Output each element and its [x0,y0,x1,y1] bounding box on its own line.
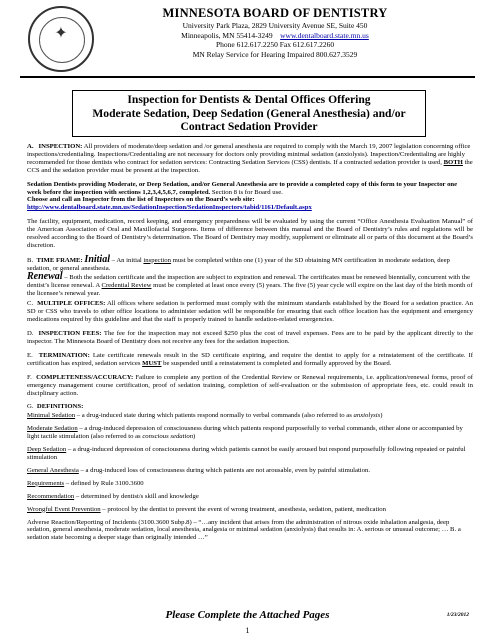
section-e [27,352,473,368]
section-e-label: E. [27,351,33,359]
definition-item [27,480,473,488]
section-b [27,253,473,298]
footer-heading: Please Complete the Attached Pages [165,609,330,621]
section-a-both: BOTH [443,158,463,166]
section-b-text-3: – Both the sedation certificate and the inspection are subject to expiration and renewal. The certificates must be renewed biennially, concurrent with the dentist’s license renewal. A [27,273,470,289]
definition-alias: anxiolysis [353,412,381,420]
revision-date: 1/23/2012 [446,612,469,618]
relay-line: MN Relay Service for Hearing Impaired 800.627.3529 [192,49,358,59]
section-e-text-2: be suspended until a reinstatement is completed and formally approved by the Board. [161,359,392,367]
definition-term: Requirements [27,479,65,487]
definition-text: – a drug-induced depression of consciousness during which patients cannot be easily aroused but respond purposefully following repeated or painful stimulation [27,446,466,461]
section-b-text-4: must be completed at least once every (5) years. The five (5) year cycle will expire on the last day of the birth month of the licensee’s renewal year. [27,281,473,297]
definition-item [27,467,473,475]
city-line [100,31,450,41]
document-title-line-1: Inspection for Dentists & Dental Offices Offering [127,93,371,106]
definition-term: Deep Sedation [27,446,67,454]
section-g-label: G. [27,403,34,411]
notice-line-1: Sedation Dentists providing Moderate, or Deep Sedation, and/or General Anesthesia are to provide a completed copy of this form to your Inspector one week before the inspection with sections 1,2,3,4,5,6,7, completed. [27,180,458,196]
section-b-text-2: must be completed within one (1) year of the SD obtaining MN certification in moderate sedation, deep sedation, or general anesthesia. [27,256,450,272]
definition-item [27,446,473,462]
definition-text: – determined by dentist/s skill and knowledge [74,492,199,500]
section-f-lead: COMPLETENESS/ACCURACY: [36,373,134,381]
section-f-text: Failure to complete any portion of the Credential Review or Renewal requirements, i.e. application/renewal forms, proof of emergency management course certification, proof of sedation training, completion of self-evaluation or the submission of appropriate fees, etc. could result in disciplinary action. [27,373,474,397]
section-b-renewal: Renewal [27,270,63,282]
definitions-list [27,412,473,542]
section-g-heading [27,403,473,411]
definition-term: Moderate Sedation [27,425,78,433]
definition-text: Adverse Reaction/Reporting of Incidents (3100.3600 Subp.8) – “…any incident that arises from the administration of nitrous oxide inhalation analgesia, deep sedation, general anesthesia, moderate sedation, local anesthesia, analgesia or minimal sedation (anxiolysis) that results in: A. serious or unusual outcome; … B. a sedation state becoming a deeper stage than originally intended …” [27,518,461,542]
definition-item [27,412,473,420]
notice-line-2: Choose and call an Inspector from the list of Inspectors on the Board’s web site: [27,196,255,204]
facility-paragraph: The facility, equipment, medication, record keeping, and emergency preparedness will be evaluated by using the current “Office Anesthesia Evaluation Manual” of the American Association of Oral and Maxillofacial Surgeons. Items of difference between this manual and the Board of Dentistry’s rules and regulations will be resolved according to the Board of Dentistry’s determination. The Board of Dentistry may modify, supplement or eliminate all or parts of this document at the Board’s discretion. [27,218,473,249]
definition-text: – a drug-induced state during which patients respond normally to verbal commands (also referred to as [75,412,354,420]
section-b-text-1: – An initial [110,256,144,264]
body-content [27,143,473,547]
section-c-text: All offices where sedation is performed must comply with the minimum standards established by the Board for a sedation practice. An SD or CSS who travels to other office locations to administer sedation will be responsible for ensuring that each office location has the equipment and emergency medications required by this guideline and that the staff is properly trained to handle sedation-related emergencies. [27,300,473,324]
star-icon: ✦ [54,25,68,42]
notice-block [27,181,473,213]
document-title-line-2: Moderate Sedation, Deep Sedation (General Anesthesia) and/or [92,106,406,120]
state-seal [28,6,94,72]
section-d-lead: INSPECTION FEES: [38,330,102,338]
section-c-label: C. [27,300,34,308]
section-d-label: D. [27,330,34,338]
definition-text: – defined by Rule 3100.3600 [64,479,144,487]
section-a-label: A. [27,143,34,150]
section-b-initial: Initial [84,253,110,265]
page-number: 1 [245,626,250,635]
definition-alias: conscious sedation [142,433,194,441]
section-f-label: F. [27,373,32,381]
section-c [27,300,473,324]
board-title: MINNESOTA BOARD OF DENTISTRY [162,6,388,20]
address-line: University Park Plaza, 2829 University Avenue SE, Suite 450 [182,21,368,30]
definition-text: – protocol by the dentist to prevent the event of wrong treatment, anesthesia, sedation, patient, medication [100,505,386,513]
definition-term: General Anesthesia [27,466,79,474]
notice-line-1-tail: Section 8 is for Board use. [210,188,283,196]
section-b-inspection: inspection [143,256,171,264]
definition-item [27,506,473,514]
header-rule [20,76,475,78]
definition-item [27,519,473,543]
section-e-text-1: Late certificate renewals result in the SD certificate expiring, and require the dentist to apply for a reinstatement of the certificate. If certification has expired, sedation services [27,351,474,367]
definition-term: Wrongful Event Prevention [27,505,101,513]
section-a [27,143,473,175]
section-e-must: MUST [142,359,162,367]
section-a-text-1: All providers of moderate/deep sedation and /or general anesthesia are required to comply with the March 19, 2007 legislation concerning office inspections/credentialing. Inspections/Credentialing are not necessary for doctors only providing minimal sedation (anxiolysis). Inspection/Credentialing are highly recommended for those dentists who contract for sedation services: Contracting Sedation Services (CSS) dentists. If a contracted sedation provider is used, [27,143,471,166]
definition-text: – a drug-induced loss of consciousness during which patients are not arousable, even by painful stimulation. [78,466,371,474]
section-g-lead: DEFINITIONS: [36,403,84,411]
section-b-label: B. [27,256,34,264]
section-c-lead: MULTIPLE OFFICES: [37,300,106,308]
website-link[interactable]: www.dentalboard.state.mn.us [280,30,369,40]
section-a-text-2: the CCS and the sedation provider must be present at the inspection. [27,158,473,174]
section-a-lead: INSPECTION: [38,143,83,150]
definition-term: Recommendation [27,492,75,500]
section-f [27,374,473,398]
letterhead [100,6,450,59]
inspector-list-link[interactable]: http://www.dentalboard.state.mn.us/SedationInspection/SedationInspectors/tabid/1161/Default.aspx [27,204,312,212]
city-text: Minneapolis, MN 55414-3249 [181,30,273,40]
definition-tail: ) [193,433,196,441]
section-e-lead: TERMINATION: [38,351,90,359]
section-b-lead: TIME FRAME: [36,256,83,264]
document-title-box [72,90,426,137]
definition-text: – a drug-induced depression of consciousness during which patients respond purposefully to verbal commands, either alone or accompanied by light tactile stimulation (also referred to as [27,425,463,441]
section-d-text: The fee for the inspection may not exceed $250 plus the cost of travel expenses. Fees are to be paid by the applicant directly to the inspector. The Minnesota Board of Dentistry does not receive any fees for the sedation inspection. [27,330,474,346]
definition-tail: ) [380,412,383,420]
definition-term: Minimal Sedation [27,412,76,420]
document-title-line-3: Contract Sedation Provider [180,120,318,133]
phone-fax-line: Phone 612.617.2250 Fax 612.617.2260 [215,40,335,49]
definition-item [27,493,473,501]
section-d [27,330,473,346]
section-b-credential-review: Credential Review [101,281,152,289]
definition-item [27,425,473,441]
